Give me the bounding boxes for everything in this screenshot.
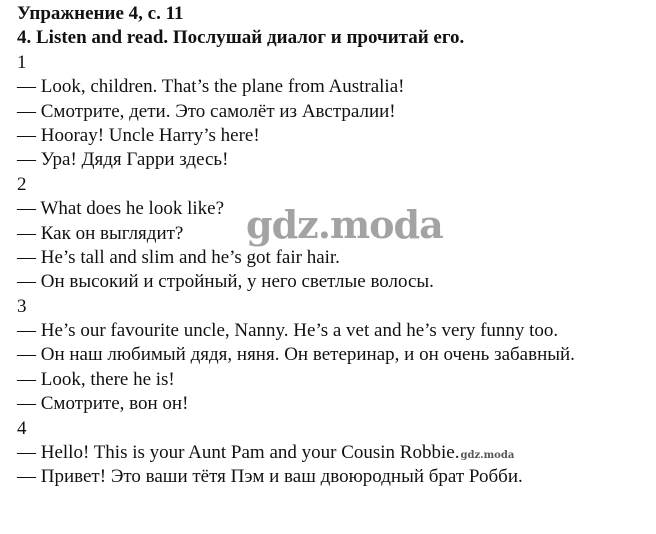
- watermark-large: gdz.moda: [246, 202, 443, 247]
- section-number-2: 2: [17, 173, 27, 195]
- dialog-line: — Он высокий и стройный, у него светлые волосы.: [17, 271, 434, 293]
- dialog-line: — Hooray! Uncle Harry’s here!: [17, 124, 260, 146]
- dialog-line: — He’s tall and slim and he’s got fair hair.: [17, 246, 340, 268]
- dialog-line: — Как он выглядит?: [17, 222, 184, 244]
- dialog-line-with-watermark: [17, 441, 652, 465]
- dialog-line: — Ура! Дядя Гарри здесь!: [17, 149, 229, 171]
- section-number-4: 4: [17, 417, 27, 439]
- section-number-3: 3: [17, 295, 27, 317]
- dialog-line: — Привет! Это ваши тётя Пэм и ваш двоюродный брат Робби.: [17, 466, 523, 488]
- dialog-line: — Look, children. That’s the plane from Australia!: [17, 76, 405, 98]
- dialog-line: — Он наш любимый дядя, няня. Он ветеринар, и он очень забавный.: [17, 344, 575, 366]
- dialog-line-text: — Hello! This is your Aunt Pam and your Cousin Robbie.: [17, 442, 460, 464]
- dialog-line: — He’s our favourite uncle, Nanny. He’s a vet and he’s very funny too.: [17, 320, 559, 342]
- exercise-title: Упражнение 4, с. 11: [17, 3, 184, 24]
- section-number-1: 1: [17, 51, 27, 73]
- watermark-small: gdz.moda: [460, 450, 515, 462]
- dialog-line: — What does he look like?: [17, 198, 225, 220]
- dialog-line: — Смотрите, вон он!: [17, 393, 189, 415]
- task-instruction: 4. Listen and read. Послушай диалог и прочитай его.: [17, 27, 465, 49]
- dialog-line: — Look, there he is!: [17, 368, 175, 390]
- dialog-line: — Смотрите, дети. Это самолёт из Австралии!: [17, 100, 396, 122]
